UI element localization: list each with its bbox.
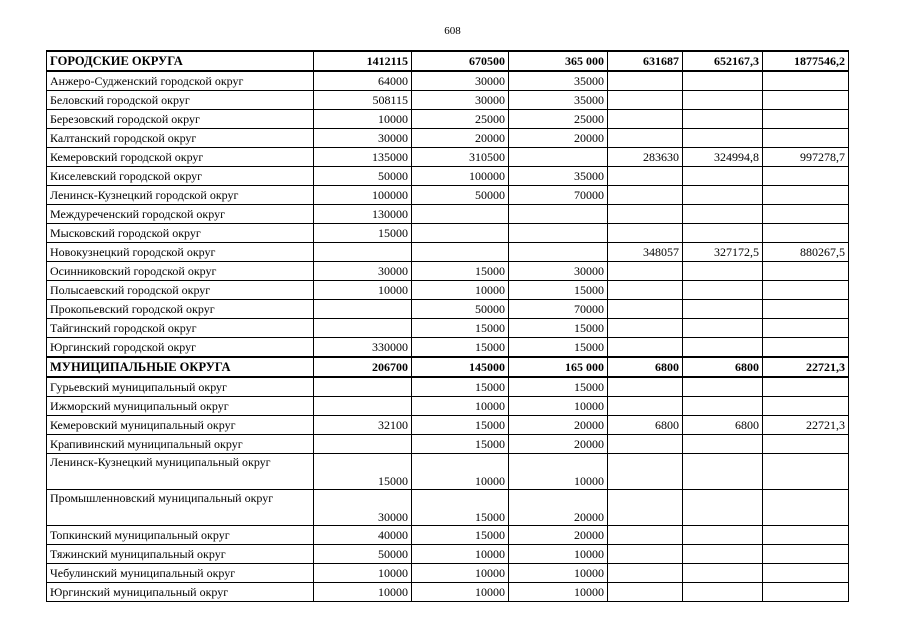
value-cell	[683, 319, 763, 338]
table-row	[47, 205, 849, 224]
table-row	[47, 91, 849, 110]
value-cell: 50000	[412, 300, 509, 319]
value-cell	[608, 490, 683, 526]
value-cell: 10000	[509, 454, 608, 490]
table-row	[47, 319, 849, 338]
value-cell: 30000	[314, 490, 412, 526]
value-cell	[683, 129, 763, 148]
value-cell: 10000	[412, 545, 509, 564]
value-cell	[608, 583, 683, 602]
value-cell	[608, 435, 683, 454]
table-body	[47, 51, 849, 602]
value-cell	[608, 186, 683, 205]
district-name-cell: Ленинск-Кузнецкий городской округ	[47, 186, 314, 205]
value-cell: 35000	[509, 167, 608, 186]
value-cell: 30000	[412, 71, 509, 91]
value-cell	[763, 281, 849, 300]
value-cell	[683, 377, 763, 397]
district-name-cell: Новокузнецкий городской округ	[47, 243, 314, 262]
value-cell	[763, 167, 849, 186]
section-total-cell: 22721,3	[763, 357, 849, 377]
value-cell: 10000	[412, 454, 509, 490]
table-row	[47, 397, 849, 416]
value-cell	[683, 91, 763, 110]
value-cell: 25000	[509, 110, 608, 129]
value-cell: 15000	[314, 454, 412, 490]
value-cell: 310500	[412, 148, 509, 167]
table-row	[47, 526, 849, 545]
value-cell: 10000	[412, 397, 509, 416]
value-cell: 135000	[314, 148, 412, 167]
value-cell	[683, 583, 763, 602]
value-cell	[763, 583, 849, 602]
value-cell	[763, 377, 849, 397]
value-cell	[763, 435, 849, 454]
value-cell: 15000	[412, 262, 509, 281]
value-cell: 100000	[412, 167, 509, 186]
section-total-cell: 145000	[412, 357, 509, 377]
value-cell: 35000	[509, 91, 608, 110]
value-cell: 348057	[608, 243, 683, 262]
value-cell: 6800	[608, 416, 683, 435]
value-cell: 130000	[314, 205, 412, 224]
budget-table	[46, 50, 849, 602]
value-cell	[763, 205, 849, 224]
value-cell: 327172,5	[683, 243, 763, 262]
value-cell	[509, 243, 608, 262]
value-cell	[683, 545, 763, 564]
value-cell	[314, 435, 412, 454]
table-row	[47, 545, 849, 564]
district-name-cell: Ленинск-Кузнецкий муниципальный округ	[47, 454, 314, 490]
district-name-cell: Прокопьевский городской округ	[47, 300, 314, 319]
value-cell: 15000	[412, 377, 509, 397]
value-cell	[683, 224, 763, 243]
value-cell	[683, 186, 763, 205]
value-cell: 508115	[314, 91, 412, 110]
value-cell	[608, 224, 683, 243]
value-cell: 15000	[412, 526, 509, 545]
value-cell	[763, 564, 849, 583]
district-name-cell: Юргинский муниципальный округ	[47, 583, 314, 602]
district-name-cell: Киселевский городской округ	[47, 167, 314, 186]
table-row	[47, 377, 849, 397]
value-cell	[608, 454, 683, 490]
value-cell: 15000	[412, 490, 509, 526]
value-cell	[763, 526, 849, 545]
value-cell	[608, 526, 683, 545]
value-cell: 15000	[509, 338, 608, 358]
value-cell	[608, 262, 683, 281]
district-name-cell: Чебулинский муниципальный округ	[47, 564, 314, 583]
value-cell: 50000	[314, 167, 412, 186]
district-name-cell: Полысаевский городской округ	[47, 281, 314, 300]
district-name-cell: Юргинский городской округ	[47, 338, 314, 358]
section-total-cell: 365 000	[509, 51, 608, 71]
value-cell	[763, 71, 849, 91]
district-name-cell: Топкинский муниципальный округ	[47, 526, 314, 545]
value-cell	[412, 205, 509, 224]
value-cell	[763, 338, 849, 358]
table-row	[47, 71, 849, 91]
table-row	[47, 416, 849, 435]
district-name-cell: Осинниковский городской округ	[47, 262, 314, 281]
value-cell: 10000	[412, 583, 509, 602]
value-cell: 30000	[509, 262, 608, 281]
table-row	[47, 129, 849, 148]
district-name-cell: Ижморский муниципальный округ	[47, 397, 314, 416]
value-cell	[608, 377, 683, 397]
value-cell	[763, 300, 849, 319]
value-cell: 40000	[314, 526, 412, 545]
district-name-cell: Анжеро-Судженский городской округ	[47, 71, 314, 91]
value-cell: 324994,8	[683, 148, 763, 167]
table-row	[47, 110, 849, 129]
value-cell	[683, 564, 763, 583]
value-cell	[763, 319, 849, 338]
value-cell	[509, 148, 608, 167]
value-cell	[683, 526, 763, 545]
value-cell	[608, 167, 683, 186]
district-name-cell: Гурьевский муниципальный округ	[47, 377, 314, 397]
value-cell: 10000	[314, 110, 412, 129]
page-number: 608	[444, 25, 461, 37]
value-cell: 50000	[314, 545, 412, 564]
section-total-cell: 206700	[314, 357, 412, 377]
value-cell: 15000	[412, 435, 509, 454]
value-cell	[683, 71, 763, 91]
table-row	[47, 224, 849, 243]
value-cell: 10000	[509, 545, 608, 564]
value-cell	[683, 397, 763, 416]
value-cell: 15000	[412, 416, 509, 435]
table-row	[47, 262, 849, 281]
value-cell	[683, 338, 763, 358]
value-cell	[683, 281, 763, 300]
value-cell: 10000	[509, 397, 608, 416]
table-row	[47, 281, 849, 300]
value-cell	[763, 129, 849, 148]
value-cell: 70000	[509, 186, 608, 205]
value-cell	[683, 205, 763, 224]
district-name-cell: Беловский городской округ	[47, 91, 314, 110]
section-total-cell: 1412115	[314, 51, 412, 71]
section-total-cell: 6800	[683, 357, 763, 377]
district-name-cell: Крапивинский муниципальный округ	[47, 435, 314, 454]
value-cell	[608, 110, 683, 129]
value-cell	[509, 205, 608, 224]
value-cell: 330000	[314, 338, 412, 358]
value-cell	[509, 224, 608, 243]
value-cell: 10000	[314, 564, 412, 583]
district-name-cell: Промышленновский муниципальный округ	[47, 490, 314, 526]
value-cell	[763, 545, 849, 564]
value-cell: 25000	[412, 110, 509, 129]
value-cell: 15000	[509, 319, 608, 338]
value-cell	[608, 71, 683, 91]
value-cell: 10000	[412, 281, 509, 300]
value-cell: 22721,3	[763, 416, 849, 435]
value-cell: 30000	[314, 129, 412, 148]
value-cell	[412, 243, 509, 262]
value-cell: 997278,7	[763, 148, 849, 167]
section-total-cell: 652167,3	[683, 51, 763, 71]
table-row	[47, 243, 849, 262]
value-cell	[763, 110, 849, 129]
value-cell: 32100	[314, 416, 412, 435]
table-row	[47, 454, 849, 490]
table-row	[47, 490, 849, 526]
value-cell: 100000	[314, 186, 412, 205]
value-cell: 70000	[509, 300, 608, 319]
value-cell	[608, 545, 683, 564]
value-cell	[763, 397, 849, 416]
value-cell: 20000	[412, 129, 509, 148]
value-cell	[683, 110, 763, 129]
value-cell: 15000	[412, 319, 509, 338]
value-cell: 20000	[509, 435, 608, 454]
value-cell: 15000	[314, 224, 412, 243]
table-row	[47, 167, 849, 186]
value-cell: 35000	[509, 71, 608, 91]
table-row	[47, 186, 849, 205]
value-cell	[314, 397, 412, 416]
district-name-cell: Мысковский городской округ	[47, 224, 314, 243]
section-header-row	[47, 51, 849, 71]
section-total-cell: 631687	[608, 51, 683, 71]
section-total-cell: 6800	[608, 357, 683, 377]
value-cell	[763, 490, 849, 526]
value-cell: 10000	[509, 564, 608, 583]
value-cell	[314, 377, 412, 397]
section-total-cell: 1877546,2	[763, 51, 849, 71]
value-cell	[608, 397, 683, 416]
value-cell	[314, 319, 412, 338]
table-row	[47, 338, 849, 358]
value-cell: 10000	[314, 583, 412, 602]
value-cell	[608, 319, 683, 338]
value-cell: 10000	[509, 583, 608, 602]
table-row	[47, 583, 849, 602]
district-name-cell: Калтанский городской округ	[47, 129, 314, 148]
value-cell: 283630	[608, 148, 683, 167]
value-cell: 15000	[412, 338, 509, 358]
value-cell	[763, 91, 849, 110]
value-cell: 10000	[314, 281, 412, 300]
value-cell	[763, 262, 849, 281]
value-cell	[608, 281, 683, 300]
value-cell: 15000	[509, 377, 608, 397]
section-header-row	[47, 357, 849, 377]
value-cell: 880267,5	[763, 243, 849, 262]
value-cell: 15000	[509, 281, 608, 300]
value-cell	[683, 454, 763, 490]
value-cell: 30000	[412, 91, 509, 110]
district-name-cell: Березовский городской округ	[47, 110, 314, 129]
table-row	[47, 435, 849, 454]
value-cell: 20000	[509, 416, 608, 435]
value-cell: 6800	[683, 416, 763, 435]
value-cell: 20000	[509, 129, 608, 148]
table-row	[47, 564, 849, 583]
value-cell	[608, 300, 683, 319]
value-cell	[763, 224, 849, 243]
value-cell	[314, 243, 412, 262]
value-cell	[608, 338, 683, 358]
value-cell	[683, 435, 763, 454]
value-cell	[314, 300, 412, 319]
district-name-cell: Кемеровский городской округ	[47, 148, 314, 167]
value-cell	[608, 91, 683, 110]
section-total-cell: 165 000	[509, 357, 608, 377]
section-name: ГОРОДСКИЕ ОКРУГА	[47, 51, 314, 71]
value-cell	[412, 224, 509, 243]
value-cell	[683, 490, 763, 526]
value-cell	[763, 186, 849, 205]
value-cell	[608, 564, 683, 583]
value-cell: 30000	[314, 262, 412, 281]
table-row	[47, 148, 849, 167]
value-cell: 50000	[412, 186, 509, 205]
district-name-cell: Кемеровский муниципальный округ	[47, 416, 314, 435]
section-total-cell: 670500	[412, 51, 509, 71]
section-name: МУНИЦИПАЛЬНЫЕ ОКРУГА	[47, 357, 314, 377]
value-cell: 64000	[314, 71, 412, 91]
district-name-cell: Междуреченский городской округ	[47, 205, 314, 224]
value-cell	[683, 262, 763, 281]
value-cell: 20000	[509, 490, 608, 526]
value-cell	[683, 167, 763, 186]
table-row	[47, 300, 849, 319]
value-cell: 20000	[509, 526, 608, 545]
value-cell	[608, 205, 683, 224]
value-cell	[683, 300, 763, 319]
value-cell: 10000	[412, 564, 509, 583]
district-name-cell: Тяжинский муниципальный округ	[47, 545, 314, 564]
value-cell	[763, 454, 849, 490]
value-cell	[608, 129, 683, 148]
district-name-cell: Тайгинский городской округ	[47, 319, 314, 338]
